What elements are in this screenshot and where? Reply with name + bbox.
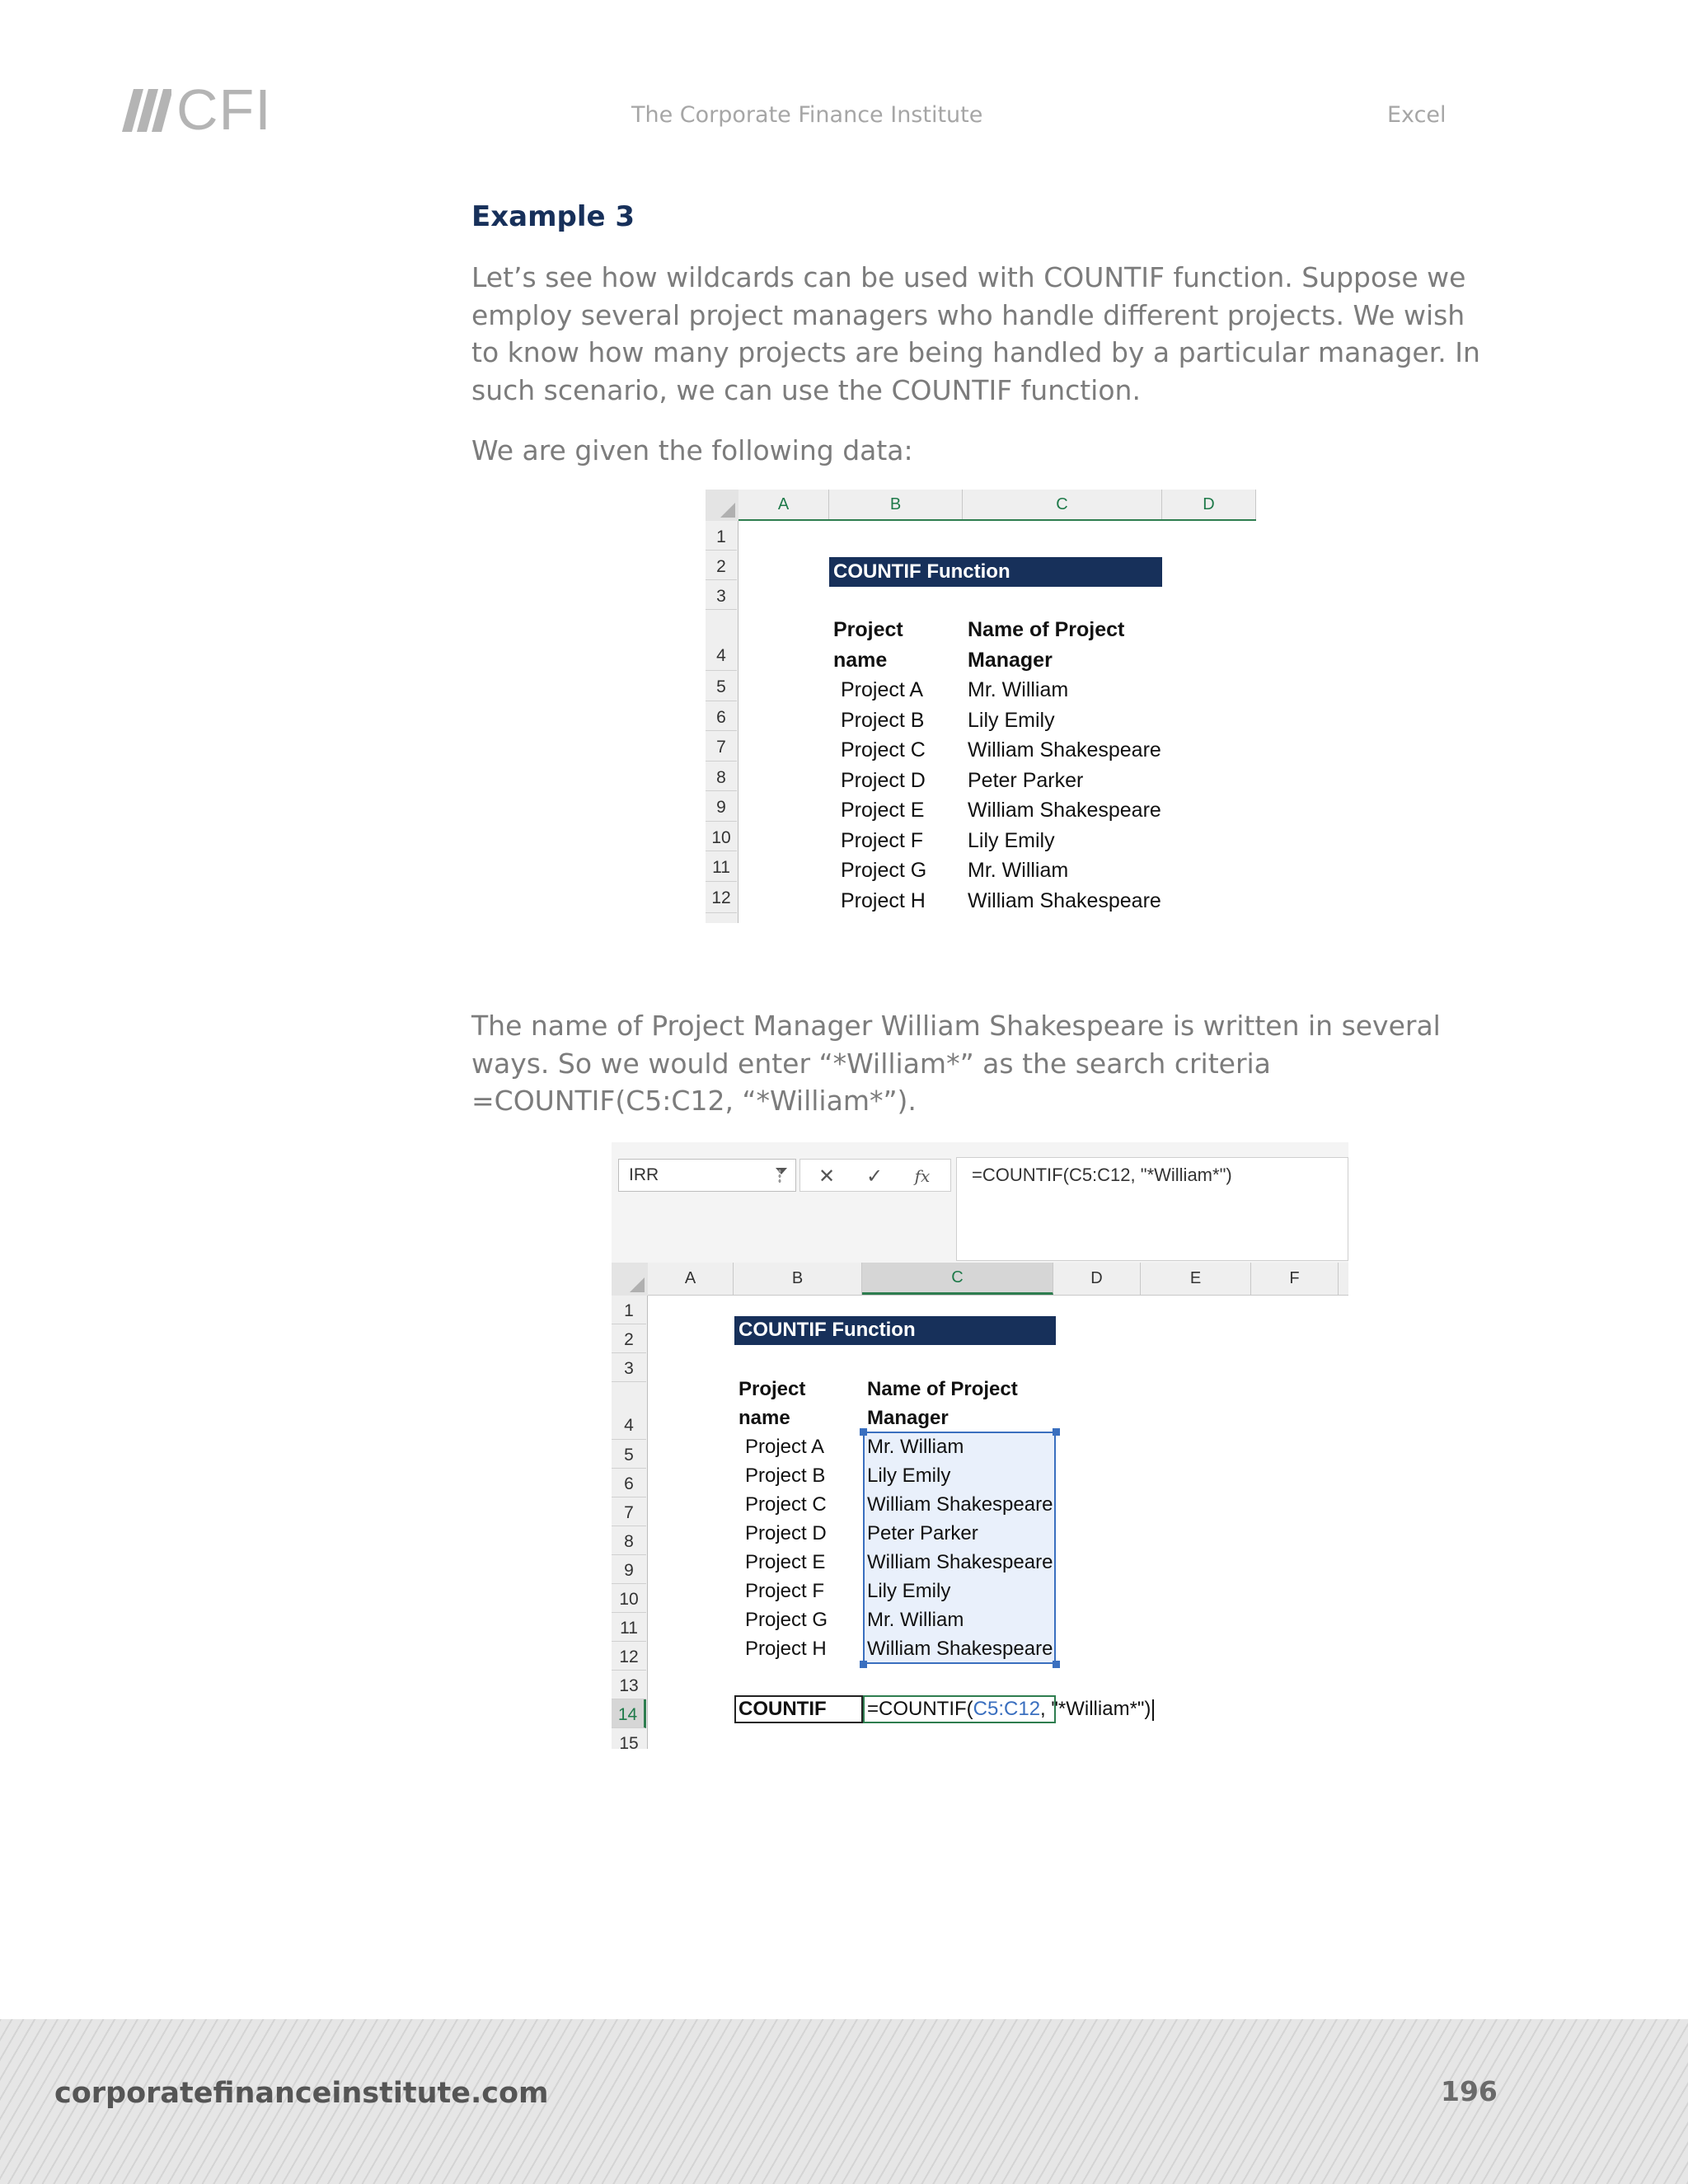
manager-cell[interactable]: William Shakespeare [867,1493,1053,1516]
column-header[interactable]: D [1162,490,1256,519]
formula-suffix: , "*William*") [1040,1698,1151,1720]
header-manager-line1: Name of Project [968,618,1125,641]
enter-check-icon[interactable]: ✓ [865,1165,884,1188]
project-cell[interactable]: Project E [745,1551,826,1573]
range-handle[interactable] [860,1428,867,1436]
project-cell[interactable]: Project B [745,1465,826,1487]
row-header[interactable]: 3 [706,580,737,610]
header-manager-line2: Manager [968,649,1053,672]
manager-cell[interactable]: Lily Emily [867,1465,951,1487]
formula-bar-area [612,1142,1348,1268]
formula-text: =COUNTIF(C5:C12, "*William*") [972,1165,1232,1185]
grip-icon [778,1169,781,1183]
project-cell[interactable]: Project H [745,1638,827,1660]
manager-cell[interactable]: Lily Emily [968,829,1055,852]
select-all-corner [612,1263,648,1296]
row-header[interactable]: 7 [706,731,737,762]
cancel-icon[interactable]: ✕ [818,1165,836,1188]
project-cell[interactable]: Project F [745,1580,825,1602]
column-header-bar [738,490,1256,521]
insert-function-icon[interactable]: fx [914,1166,931,1186]
project-cell[interactable]: Project C [745,1493,827,1516]
row-header[interactable]: 4 [612,1382,646,1440]
data-intro-paragraph: We are given the following data: [471,434,913,466]
row-header[interactable]: 10 [706,822,737,851]
formula-input[interactable] [956,1157,1348,1261]
header-manager-line2: Manager [867,1407,949,1429]
project-cell[interactable]: Project C [841,738,926,762]
manager-cell[interactable]: Mr. William [968,678,1069,701]
header-project-name-line2: name [833,649,888,672]
page-number: 196 [1441,2075,1498,2107]
countif-label: COUNTIF [738,1698,827,1720]
row-header-active[interactable]: 14 [612,1699,646,1728]
row-header[interactable]: 3 [612,1353,646,1382]
footer-url: corporatefinanceinstitute.com [54,2077,549,2110]
row-header[interactable]: 1 [706,521,737,551]
manager-cell[interactable]: William Shakespeare [867,1551,1053,1573]
logo-text: CFI [176,77,272,142]
header-title: The Corporate Finance Institute [631,102,983,128]
column-header[interactable]: A [738,490,829,519]
row-header[interactable]: 2 [612,1324,646,1353]
project-cell[interactable]: Project A [841,678,924,701]
logo-slashes-icon [114,89,171,132]
sheet-title-bar: COUNTIF Function [829,557,1162,587]
manager-cell[interactable]: William Shakespeare [968,889,1161,912]
text-cursor [1152,1699,1154,1721]
header-project-name-line2: name [738,1407,790,1429]
column-header[interactable]: F [1251,1263,1339,1295]
project-cell[interactable]: Project G [745,1609,828,1631]
project-cell[interactable]: Project G [841,859,927,882]
sheet-title-bar: COUNTIF Function [734,1316,1056,1345]
row-header[interactable]: 2 [706,551,737,580]
intro-paragraph: Let’s see how wildcards can be used with COUNTIF function. Suppose we employ several project managers who handle different projects. We wish to know how many projects are being handled by a particular manager. In such scenario, we can use the COUNTIF function. [471,261,1480,406]
select-all-corner [706,490,738,521]
row-header[interactable]: 11 [612,1613,646,1642]
project-cell[interactable]: Project D [841,769,926,792]
row-header[interactable]: 6 [612,1469,646,1497]
row-header[interactable]: 5 [612,1440,646,1469]
section-heading: Example 3 [471,200,635,233]
row-header[interactable]: 6 [706,701,737,731]
row-header[interactable]: 13 [612,1671,646,1699]
editing-formula[interactable] [867,1697,1154,1722]
column-header[interactable]: B [829,490,963,519]
manager-cell[interactable]: Mr. William [867,1436,964,1458]
formula-buttons [799,1159,951,1192]
header-project-name-line1: Project [833,618,903,641]
row-header[interactable]: 9 [612,1555,646,1584]
manager-cell[interactable]: Mr. William [867,1609,964,1631]
header-project-name-line1: Project [738,1378,806,1400]
row-header[interactable]: 11 [706,851,737,882]
manager-cell[interactable]: William Shakespeare [968,799,1161,822]
manager-cell[interactable]: Peter Parker [968,769,1084,792]
column-header[interactable]: D [1053,1263,1141,1295]
column-header[interactable]: C [963,490,1162,519]
manager-cell[interactable]: Lily Emily [968,709,1055,732]
range-handle[interactable] [860,1661,867,1668]
row-header[interactable]: 10 [612,1584,646,1613]
project-cell[interactable]: Project A [745,1436,825,1458]
column-header-selected[interactable]: C [862,1263,1053,1295]
header-manager-line1: Name of Project [867,1378,1018,1400]
manager-cell[interactable]: Lily Emily [867,1580,951,1602]
row-header[interactable]: 4 [706,610,737,671]
spreadsheet-screenshot-2 [612,1142,1348,1749]
cfi-logo [114,77,272,142]
manager-cell[interactable]: William Shakespeare [968,738,1161,762]
row-header[interactable]: 5 [706,671,737,701]
row-header[interactable]: 7 [612,1497,646,1526]
column-header[interactable]: A [648,1263,734,1295]
formula-range-ref: C5:C12 [973,1698,1041,1720]
column-header-bar [648,1263,1348,1296]
project-cell[interactable]: Project D [745,1522,827,1544]
column-header[interactable]: B [734,1263,862,1295]
column-header[interactable]: E [1141,1263,1251,1295]
project-cell[interactable]: Project F [841,829,924,852]
formula-prefix: =COUNTIF( [867,1698,973,1720]
range-handle[interactable] [1053,1428,1060,1436]
row-header-bar [612,1296,648,1749]
header-section: Excel [1387,102,1447,128]
range-handle[interactable] [1053,1661,1060,1668]
row-header[interactable]: 8 [706,762,737,791]
row-header[interactable]: 12 [706,882,737,913]
row-header[interactable]: 1 [612,1296,646,1324]
project-cell[interactable]: Project H [841,889,926,912]
name-box-value: IRR [629,1165,659,1184]
row-header[interactable]: 8 [612,1526,646,1555]
name-box[interactable] [618,1159,796,1192]
row-header-bar [706,521,738,923]
criteria-paragraph: The name of Project Manager William Shakespeare is written in several ways. So we would enter “*William*” as the search criteria =COUNTIF(C5:C12, “*William*”). [471,1010,1441,1117]
manager-cell[interactable]: Mr. William [968,859,1069,882]
row-header[interactable]: 12 [612,1642,646,1671]
spreadsheet-screenshot-1 [706,490,1256,923]
project-cell[interactable]: Project B [841,709,925,732]
project-cell[interactable]: Project E [841,799,925,822]
manager-cell[interactable]: William Shakespeare [867,1638,1053,1660]
manager-cell[interactable]: Peter Parker [867,1522,978,1544]
row-header[interactable]: 9 [706,791,737,822]
row-header[interactable]: 15 [612,1728,646,1749]
